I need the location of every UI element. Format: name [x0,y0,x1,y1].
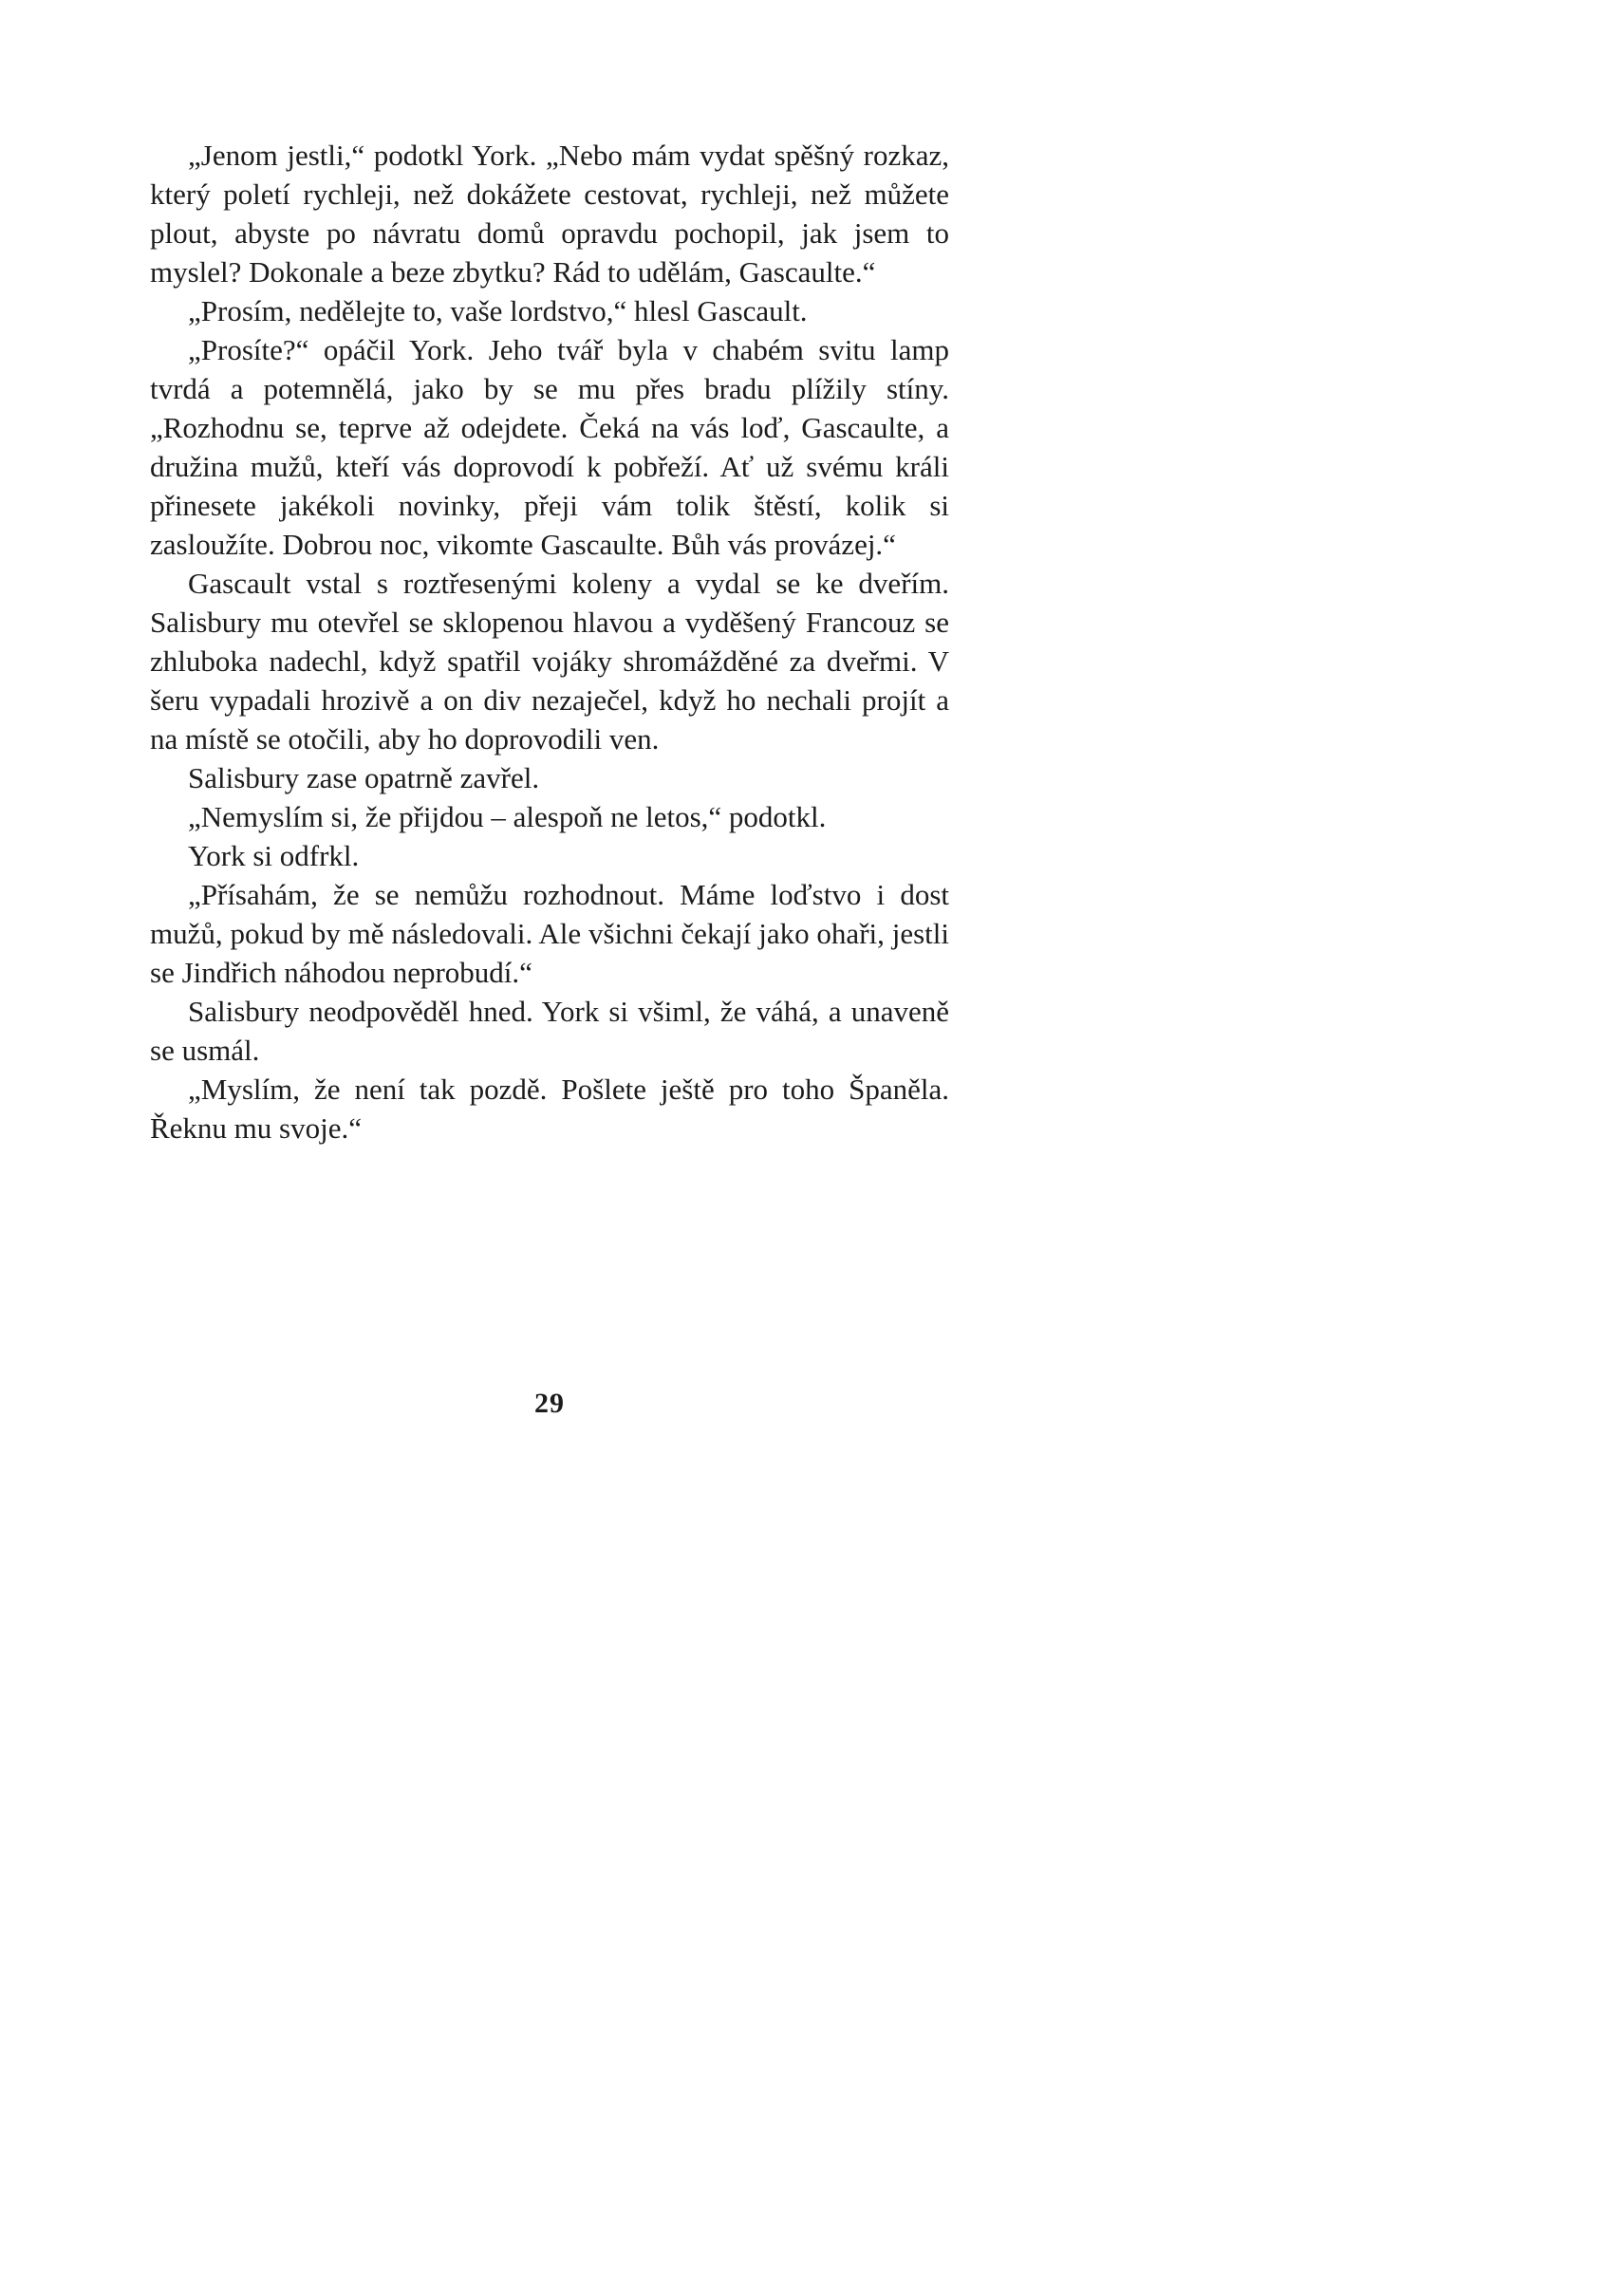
paragraph-7: York si odfrkl. [188,839,360,872]
paragraph-10: „Myslím, že není tak pozdě. Pošlete ještě pro toho Španěla. Řeknu mu svoje.“ [150,1073,949,1145]
paragraph-6: „Nemyslím si, že přijdou – alespoň ne letos,“ podotkl. [188,800,827,833]
paragraph-8: „Přísahám, že se nemůžu rozhodnout. Máme loďstvo i dost mužů, pokud by mě následovali. Ale všichni čekají jako ohaři, jestli se Jindřich náhodou neprobudí.“ [150,878,949,989]
page-number: 29 [534,1388,565,1419]
paragraph-9: Salisbury neodpověděl hned. York si všiml, že váhá, a unaveně se usmál. [150,995,949,1067]
paragraph-1: „Jenom jestli,“ podotkl York. „Nebo mám vydat spěšný rozkaz, který poletí rychleji, než dokážete cestovat, rychleji, než můžete plout, abyste po návratu domů opravdu pochopil, jak jsem to myslel? Dokonale a beze zbytku? Rád to udělám, Gascaulte.“ [150,139,949,289]
paragraph-3: „Prosíte?“ opáčil York. Jeho tvář byla v chabém svitu lamp tvrdá a potemnělá, jako by se mu přes bradu plížily stíny. „Rozhodnu se, teprve až odejdete. Čeká na vás loď, Gascaulte, a družina mužů, kteří vás doprovodí k pobřeží. Ať už svému králi přinesete jakékoli novinky, přeji vám tolik štěstí, kolik si zasloužíte. Dobrou noc, vikomte Gascaulte. Bůh vás provázej.“ [150,333,949,561]
paragraph-4: Gascault vstal s roztřesenými koleny a vydal se ke dveřím. Salisbury mu otevřel se sklopenou hlavou a vyděšený Francouz se zhluboka nadechl, když spatřil vojáky shromážděné za dveřmi. V šeru vypadali hrozivě a on div nezaječel, když ho nechali projít a na místě se otočili, aby ho doprovodili ven. [150,567,949,756]
paragraph-2: „Prosím, nedělejte to, vaše lordstvo,“ hlesl Gascault. [188,294,808,327]
paragraph-5: Salisbury zase opatrně zavřel. [188,761,540,794]
page-text [150,136,949,1148]
